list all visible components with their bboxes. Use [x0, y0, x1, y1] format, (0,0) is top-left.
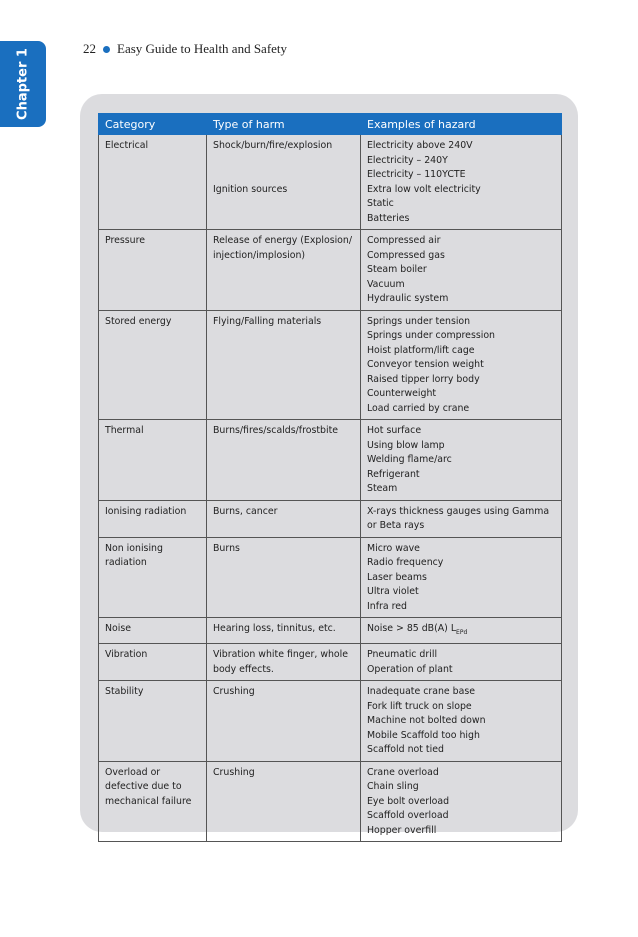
column-header-harm: Type of harm	[207, 114, 361, 135]
examples-cell: Noise > 85 dB(A) $L_{EPd}$	[361, 618, 562, 644]
examples-cell: Hot surface Using blow lamp Welding flame/arc Refrigerant Steam	[361, 420, 562, 501]
chapter-label: Chapter 1	[15, 48, 31, 120]
harm-cell: Burns, cancer	[207, 500, 361, 537]
harm-cell: Flying/Falling materials	[207, 310, 361, 420]
table-row	[99, 310, 562, 420]
category-cell: Overload or defective due to mechanical failure	[99, 761, 207, 842]
examples-cell: Micro wave Radio frequency Laser beams Ultra violet Infra red	[361, 537, 562, 618]
table-header-row	[99, 114, 562, 135]
category-cell: Ionising radiation	[99, 500, 207, 537]
examples-cell: X-rays thickness gauges using Gamma or Beta rays	[361, 500, 562, 537]
harm-cell: Burns	[207, 537, 361, 618]
chapter-tab	[0, 41, 46, 127]
harm-cell: Vibration white finger, whole body effects.	[207, 644, 361, 681]
table-row	[99, 230, 562, 311]
examples-cell: Crane overload Chain sling Eye bolt overload Scaffold overload Hopper overfill	[361, 761, 562, 842]
examples-cell: Pneumatic drill Operation of plant	[361, 644, 562, 681]
category-cell: Stability	[99, 681, 207, 762]
harm-cell: Release of energy (Explosion/ injection/implosion)	[207, 230, 361, 311]
book-title: Easy Guide to Health and Safety	[117, 41, 288, 56]
table-row	[99, 500, 562, 537]
table-row	[99, 537, 562, 618]
table-row	[99, 420, 562, 501]
hazard-table	[98, 113, 562, 842]
harm-cell: Hearing loss, tinnitus, etc.	[207, 618, 361, 644]
category-cell: Vibration	[99, 644, 207, 681]
harm-cell: Crushing	[207, 761, 361, 842]
category-cell: Noise	[99, 618, 207, 644]
bullet-dot-icon	[103, 46, 110, 53]
category-cell: Stored energy	[99, 310, 207, 420]
category-cell: Non ionising radiation	[99, 537, 207, 618]
column-header-examples: Examples of hazard	[361, 114, 562, 135]
table-row	[99, 644, 562, 681]
page-number: 22	[83, 41, 96, 56]
running-header	[83, 41, 287, 57]
harm-cell: Burns/fires/scalds/frostbite	[207, 420, 361, 501]
examples-cell: Compressed air Compressed gas Steam boiler Vacuum Hydraulic system	[361, 230, 562, 311]
examples-cell: Springs under tension Springs under compression Hoist platform/lift cage Conveyor tension weight Raised tipper lorry body Counterweight Load carried by crane	[361, 310, 562, 420]
category-cell: Thermal	[99, 420, 207, 501]
category-cell: Electrical	[99, 135, 207, 230]
harm-cell: Shock/burn/fire/explosion Ignition sources	[207, 135, 361, 230]
table-row	[99, 618, 562, 644]
harm-cell: Crushing	[207, 681, 361, 762]
table-row	[99, 681, 562, 762]
examples-cell: Electricity above 240V Electricity – 240Y Electricity – 110YCTE Extra low volt electricity Static Batteries	[361, 135, 562, 230]
examples-cell: Inadequate crane base Fork lift truck on slope Machine not bolted down Mobile Scaffold too high Scaffold not tied	[361, 681, 562, 762]
column-header-category: Category	[99, 114, 207, 135]
table-row	[99, 761, 562, 842]
table-row	[99, 135, 562, 230]
category-cell: Pressure	[99, 230, 207, 311]
